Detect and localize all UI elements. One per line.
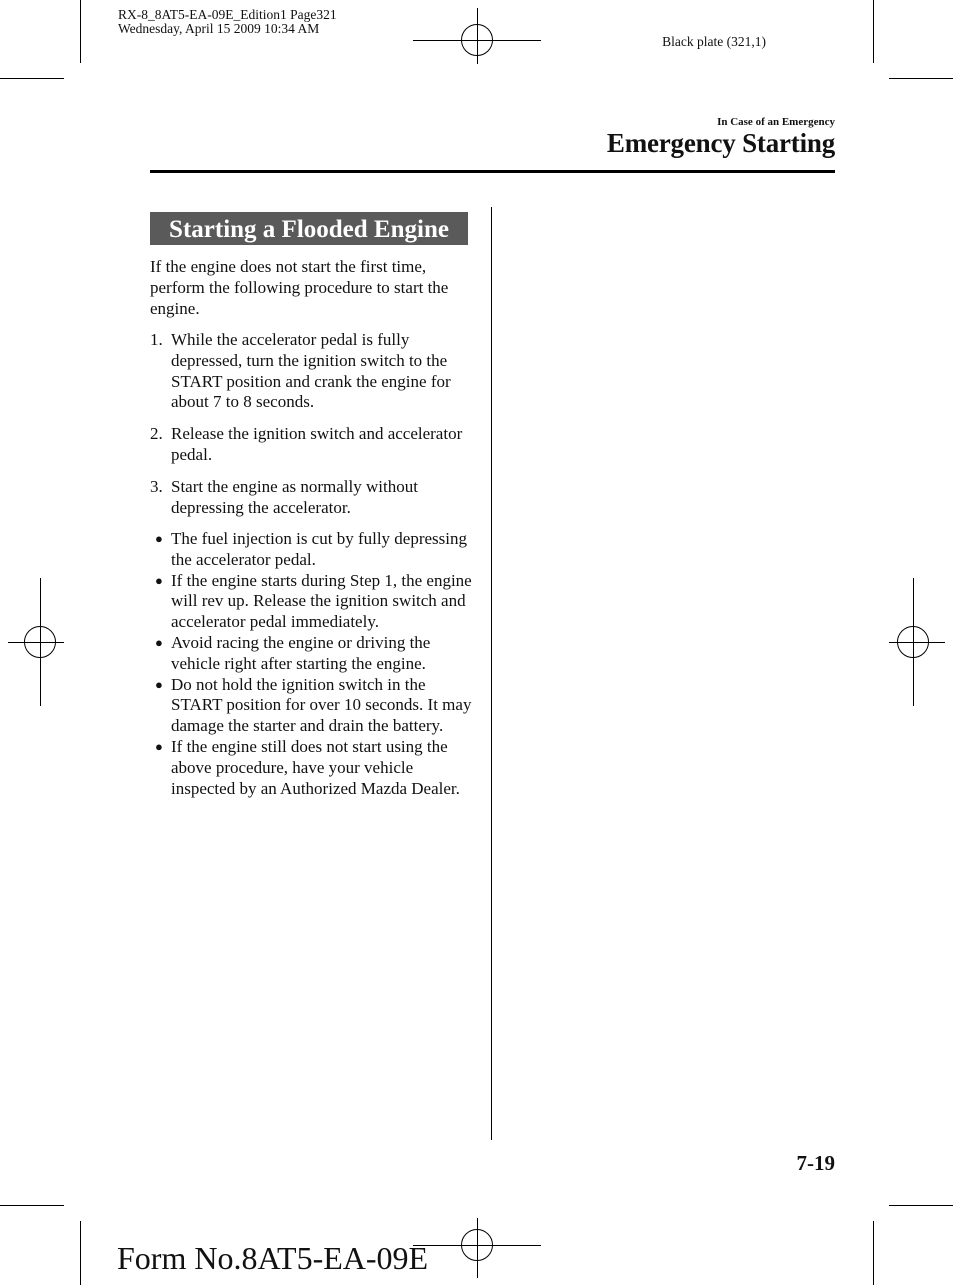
step-number: 2. [150,424,163,444]
step-number: 1. [150,330,163,349]
section-label: In Case of an Emergency [717,116,835,128]
step-text: Release the ignition switch and accelerator pedal. [171,424,463,464]
print-job-timestamp: Wednesday, April 15 2009 10:34 AM [118,21,320,36]
note-text: Do not hold the ignition switch in the START position for over 10 seconds. It may damage the starter and drain the battery. [171,674,472,736]
header-rule [150,170,835,173]
procedure-step [150,424,472,466]
bullet-icon: ● [155,572,163,588]
intro-paragraph: If the engine does not start the first time, perform the following procedure to start the engine. [150,257,449,318]
notes-list [150,529,472,799]
note-item [150,737,472,799]
print-job-file: RX-8_8AT5-EA-09E_Edition1 Page321 [118,7,337,22]
page-number: 7-19 [796,1151,835,1175]
note-item [150,571,472,633]
note-item [150,675,472,737]
print-job-info [118,8,337,36]
step-text: Start the engine as normally without depressing the accelerator. [171,476,418,517]
note-item [150,529,472,571]
procedure-step [150,477,472,519]
bullet-icon: ● [155,531,163,546]
chapter-title: Emergency Starting [606,128,835,158]
form-number: Form No.8AT5-EA-09E [117,1240,429,1276]
plate-label: Black plate (321,1) [662,34,766,49]
step-text: While the accelerator pedal is fully depressed, turn the ignition switch to the START position and crank the engine for about 7 to 8 seconds. [171,330,451,412]
note-text: Avoid racing the engine or driving the vehicle right after starting the engine. [171,632,431,673]
procedure-steps [150,330,472,529]
note-item [150,633,472,675]
note-text: If the engine still does not start using the above procedure, have your vehicle inspected by an Authorized Mazda Dealer. [171,736,460,798]
note-text: The fuel injection is cut by fully depressing the accelerator pedal. [171,529,468,569]
topic-heading: Starting a Flooded Engine [150,212,468,245]
column-divider [491,207,492,1140]
step-number: 3. [150,476,163,496]
bullet-icon: ● [155,676,163,692]
procedure-step [150,330,472,413]
note-text: If the engine starts during Step 1, the engine will rev up. Release the ignition switch and accelerator pedal immediately. [171,570,472,632]
bullet-icon: ● [155,634,163,650]
bullet-icon: ● [155,738,163,754]
